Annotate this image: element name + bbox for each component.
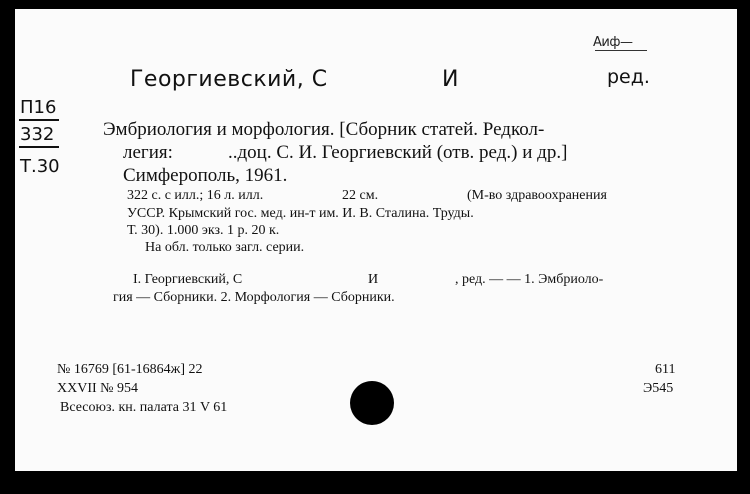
call-number-line-3: Т.30 — [20, 156, 60, 177]
heading-author-name: Георгиевский, С — [130, 67, 328, 92]
tracing-subjects: гия — Сборники. 2. Морфология — Сборники. — [113, 290, 395, 305]
title-line-2-label: легия: — [123, 142, 173, 163]
footer-udc-code: 611 — [655, 362, 676, 377]
description-pages: 322 с. с илл.; 16 л. илл. — [127, 188, 264, 203]
title-line-2-editors: ..доц. С. И. Георгиевский (отв. ред.) и др.] — [228, 142, 568, 163]
heading-author-initial: И — [442, 67, 459, 92]
description-note: На обл. только загл. серии. — [145, 240, 305, 255]
tracing-author: I. Георгиевский, С — [133, 272, 243, 287]
call-number-line-1: П16 — [20, 97, 57, 118]
title-line-1: Эмбриология и морфология. [Сборник статей. Редкол- — [103, 119, 545, 140]
description-edition: Т. 30). 1.000 экз. 1 р. 20 к. — [127, 223, 280, 238]
call-number-divider-1 — [19, 119, 59, 121]
card-punch-hole — [350, 381, 394, 425]
description-series-start: (М-во здравоохранения — [467, 188, 607, 203]
footer-author-sign: Э545 — [643, 381, 674, 396]
description-size: 22 см. — [342, 188, 379, 203]
corner-handwritten-note: Аиф— — [593, 35, 633, 50]
call-number-line-2: 332 — [20, 124, 55, 145]
description-series-line-2: УССР. Крымский гос. мед. ин-т им. И. В. Сталина. Труды. — [127, 206, 474, 221]
title-line-3-imprint: Симферополь, 1961. — [123, 165, 288, 186]
tracing-author-initial: И — [368, 272, 379, 287]
heading-editor-role: ред. — [607, 66, 650, 88]
footer-order-number: № 16769 [61-16864ж] 22 — [57, 362, 203, 377]
catalog-card — [15, 9, 737, 471]
tracing-subjects-start: , ред. — — 1. Эмбриоло- — [455, 272, 604, 287]
corner-underline — [595, 50, 647, 51]
footer-registry-number: XXVII № 954 — [57, 381, 139, 396]
footer-chamber-date: Всесоюз. кн. палата 31 V 61 — [60, 400, 228, 415]
call-number-divider-2 — [19, 146, 59, 148]
